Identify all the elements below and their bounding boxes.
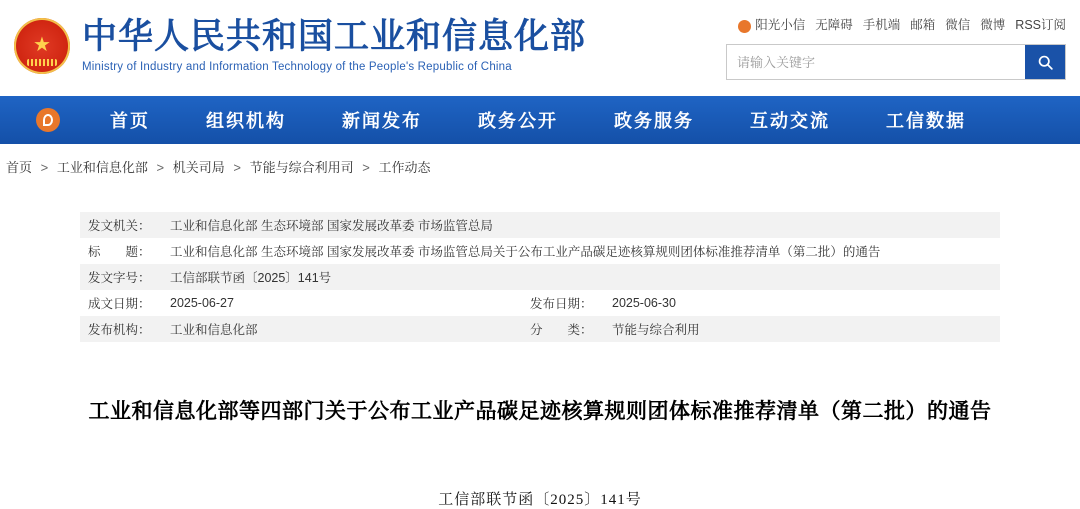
top-link-rss[interactable]: RSS订阅 bbox=[1015, 18, 1066, 32]
site-header bbox=[0, 0, 1080, 96]
article-doc-number: 工信部联节函〔2025〕141号 bbox=[438, 492, 642, 508]
top-links bbox=[726, 14, 1066, 34]
nav-item-home[interactable]: 首页 bbox=[110, 111, 150, 131]
meta-value-publisher: 工业和信息化部 bbox=[170, 323, 258, 337]
search-button[interactable] bbox=[1025, 45, 1065, 79]
meta-value-issuing-agency: 工业和信息化部 生态环境部 国家发展改革委 市场监管总局 bbox=[170, 219, 493, 233]
meta-label-title: 标 题： bbox=[88, 245, 151, 259]
miit-flame-logo-icon bbox=[36, 108, 60, 132]
breadcrumb-item-departments[interactable]: 机关司局 bbox=[172, 160, 225, 175]
top-link-mobile[interactable]: 手机端 bbox=[862, 18, 901, 32]
table-row bbox=[80, 212, 1000, 238]
table-row bbox=[80, 316, 1000, 342]
search-icon bbox=[1037, 54, 1054, 71]
national-emblem-icon bbox=[14, 18, 70, 74]
page-title: 工业和信息化部等四部门关于公布工业产品碳足迹核算规则团体标准推荐清单（第二批）的通告 bbox=[88, 400, 992, 423]
table-row bbox=[80, 238, 1000, 264]
main-navigation bbox=[0, 96, 1080, 144]
emblem-star-icon: ★ bbox=[33, 34, 51, 56]
breadcrumb-item-miit[interactable]: 工业和信息化部 bbox=[56, 160, 148, 175]
meta-label-issuing-agency: 发文机关： bbox=[88, 219, 151, 233]
sun-icon bbox=[738, 20, 751, 33]
top-link-accessibility[interactable]: 无障碍 bbox=[815, 18, 853, 32]
meta-label-publish-date: 发布日期： bbox=[530, 297, 593, 311]
top-link-sunshine[interactable]: 阳光小信 bbox=[755, 18, 806, 32]
top-link-weibo[interactable]: 微博 bbox=[980, 18, 1006, 32]
meta-label-category: 分 类： bbox=[530, 323, 593, 337]
meta-label-doc-number: 发文字号： bbox=[88, 271, 151, 285]
site-title-en: Ministry of Industry and Information Technology of the People's Republic of China bbox=[82, 61, 512, 73]
meta-value-publish-date: 2025-06-30 bbox=[612, 296, 676, 310]
search-input[interactable] bbox=[727, 45, 1025, 79]
nav-item-government-disclosure[interactable]: 政务公开 bbox=[478, 111, 558, 131]
document-meta-table bbox=[80, 212, 1000, 342]
meta-value-title: 工业和信息化部 生态环境部 国家发展改革委 市场监管总局关于公布工业产品碳足迹核算规则团体标准推荐清单（第二批）的通告 bbox=[170, 245, 881, 259]
meta-value-category: 节能与综合利用 bbox=[612, 323, 700, 337]
meta-label-publisher: 发布机构： bbox=[88, 323, 151, 337]
top-link-mail[interactable]: 邮箱 bbox=[910, 18, 936, 32]
nav-item-data[interactable]: 工信数据 bbox=[886, 111, 966, 131]
meta-value-completion-date: 2025-06-27 bbox=[170, 296, 234, 310]
nav-item-government-services[interactable]: 政务服务 bbox=[614, 111, 694, 131]
nav-item-news[interactable]: 新闻发布 bbox=[342, 111, 422, 131]
nav-items bbox=[82, 107, 1080, 133]
site-title-cn: 中华人民共和国工业和信息化部 bbox=[82, 17, 587, 56]
top-link-wechat[interactable]: 微信 bbox=[945, 18, 971, 32]
breadcrumb-item-work-updates[interactable]: 工作动态 bbox=[378, 160, 431, 175]
table-row bbox=[80, 290, 1000, 316]
nav-item-interaction[interactable]: 互动交流 bbox=[750, 111, 830, 131]
breadcrumb-item-home[interactable]: 首页 bbox=[6, 160, 33, 175]
breadcrumb-separator: > bbox=[362, 160, 370, 175]
breadcrumb-item-energy-department[interactable]: 节能与综合利用司 bbox=[249, 160, 354, 175]
document-container bbox=[80, 212, 1000, 342]
breadcrumb-separator: > bbox=[40, 160, 49, 175]
table-row bbox=[80, 264, 1000, 290]
meta-label-completion-date: 成文日期： bbox=[88, 297, 151, 311]
breadcrumb bbox=[0, 144, 1080, 178]
breadcrumb-separator: > bbox=[233, 160, 241, 175]
nav-item-organization[interactable]: 组织机构 bbox=[206, 111, 286, 131]
search-box bbox=[726, 44, 1066, 80]
header-right-area bbox=[726, 14, 1066, 80]
meta-value-doc-number: 工信部联节函〔2025〕141号 bbox=[170, 271, 332, 285]
emblem-wheat-icon bbox=[27, 59, 57, 66]
site-title-block bbox=[82, 16, 586, 73]
breadcrumb-separator: > bbox=[156, 160, 165, 175]
